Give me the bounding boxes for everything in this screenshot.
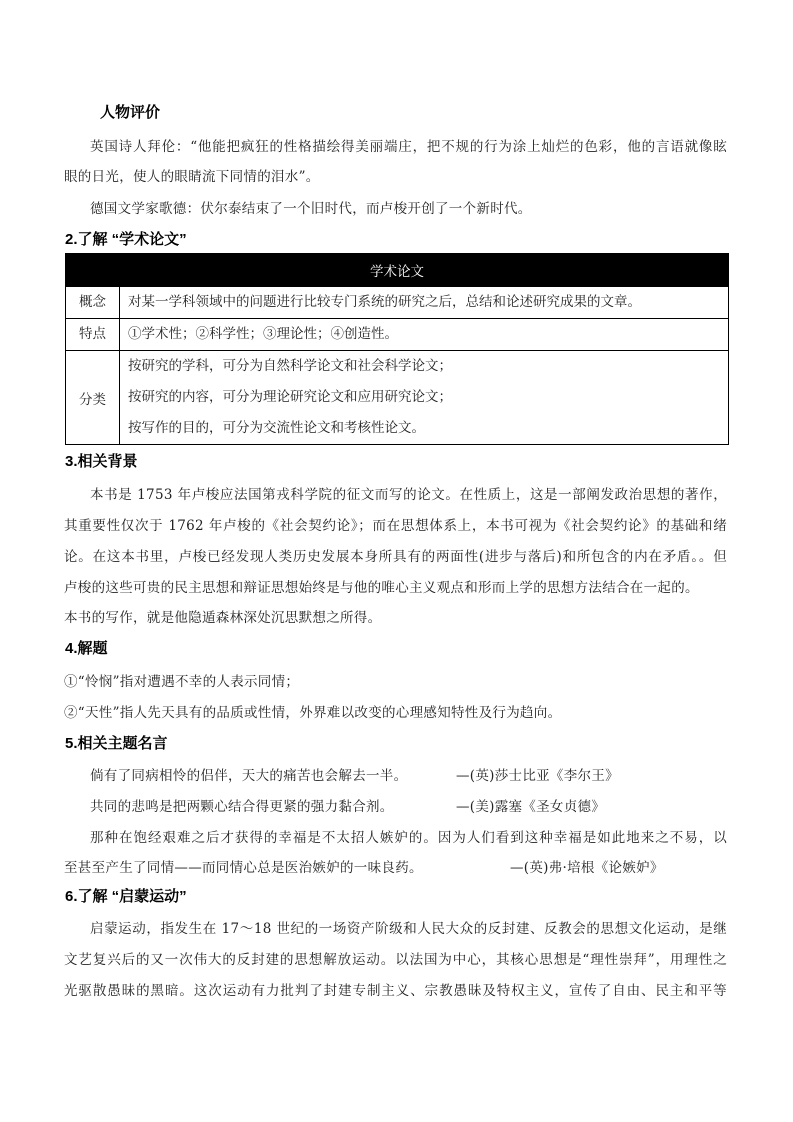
- table-row: [66, 287, 729, 319]
- row-label-concept: 概念: [66, 287, 120, 319]
- paragraph-line: 英国诗人拜伦：“他能把疯狂的性格描绘得美丽端庄，把不规的行为涂上灿烂的色彩，他的言语就像眩: [90, 139, 727, 155]
- row-label-features: 特点: [66, 319, 120, 351]
- classification-line: 按研究的内容，可分为理论研究论文和应用研究论文；: [128, 389, 452, 405]
- row-value-features: ①学术性；②科学性；③理论性；④创造性。: [120, 319, 729, 351]
- paragraph-line: 论。在这本书里，卢梭已经发现人类历史发展本身所具有的两面性(进步与落后)和所包含的内在矛盾。。但: [64, 549, 727, 565]
- table-row: [66, 319, 729, 351]
- quote-text: 倘有了同病相怜的侣伴，天大的痛苦也会解去一半。: [90, 768, 408, 784]
- paragraph-line: 眼的日光，使人的眼睛流下同情的泪水”。: [64, 169, 320, 185]
- explanation-item: ②“天性”指人先天具有的品质或性情，外界难以改变的心理感知特性及行为趋向。: [64, 705, 562, 721]
- quote-text: 共同的悲鸣是把两颗心结合得更紧的强力黏合剂。: [90, 799, 394, 815]
- explanation-item: ①“怜悯”指对遭遇不幸的人表示同情；: [64, 674, 300, 690]
- row-label-classification: 分类: [66, 351, 120, 445]
- row-value-concept: 对某一学科领域中的问题进行比较专门系统的研究之后，总结和论述研究成果的文章。: [120, 287, 729, 319]
- paragraph-line: 其重要性仅次于 1762 年卢梭的《社会契约论》；而在思想体系上，本书可视为《社会契约论》的基础和绪: [64, 518, 727, 534]
- paragraph-line: 光驱散愚昧的黑暗。这次运动有力批判了封建专制主义、宗教愚昧及特权主义，宣传了自由、民主和平等: [64, 983, 727, 999]
- paragraph-line: 卢梭的这些可贵的民主思想和辩证思想始终是与他的唯心主义观点和形而上学的思想方法结合在一起的。: [64, 580, 699, 596]
- table-row: [66, 351, 729, 445]
- paragraph-line: 启蒙运动，指发生在 17～18 世纪的一场资产阶级和人民大众的反封建、反教会的思想文化运动，是继: [90, 921, 727, 937]
- quote-text: 那种在饱经艰难之后才获得的幸福是不太招人嫉妒的。因为人们看到这种幸福是如此地来之不易，以: [90, 830, 727, 846]
- section-heading-evaluation: 人物评价: [100, 104, 161, 121]
- quote-text: 至甚至产生了同情——而同情心总是医治嫉妒的一味良药。: [64, 860, 423, 876]
- section-heading-background: 3.相关背景: [65, 453, 138, 470]
- paragraph-line: 德国文学家歌德：伏尔泰结束了一个旧时代，而卢梭开创了一个新时代。: [90, 201, 532, 217]
- section-heading-enlightenment: 6.了解 “启蒙运动”: [65, 888, 187, 905]
- academic-paper-table: [65, 253, 729, 445]
- table-header: 学术论文: [66, 254, 729, 287]
- quote-source: —(英)弗·培根《论嫉妒》: [510, 860, 664, 876]
- paragraph-line: 文艺复兴后的又一次伟大的反封建的思想解放运动。以法国为中心，其核心思想是“理性崇拜”，用理性之: [64, 952, 727, 968]
- section-heading-academic-paper: 2.了解 “学术论文”: [65, 231, 187, 248]
- quote-source: —(美)露塞《圣女贞德》: [456, 799, 606, 815]
- section-heading-explanation: 4.解题: [65, 640, 108, 657]
- classification-line: 按研究的学科，可分为自然科学论文和社会科学论文；: [128, 358, 452, 374]
- row-value-classification: [120, 351, 729, 445]
- paragraph-line: 本书的写作，就是他隐遁森林深处沉思默想之所得。: [64, 610, 382, 626]
- quote-source: —(英)莎士比亚《李尔王》: [456, 768, 619, 784]
- section-heading-quotes: 5.相关主题名言: [65, 735, 168, 752]
- classification-line: 按写作的目的，可分为交流性论文和考核性论文。: [128, 420, 425, 436]
- paragraph-line: 本书是 1753 年卢梭应法国第戎科学院的征文而写的论文。在性质上，这是一部阐发政治思想的著作，: [90, 487, 727, 503]
